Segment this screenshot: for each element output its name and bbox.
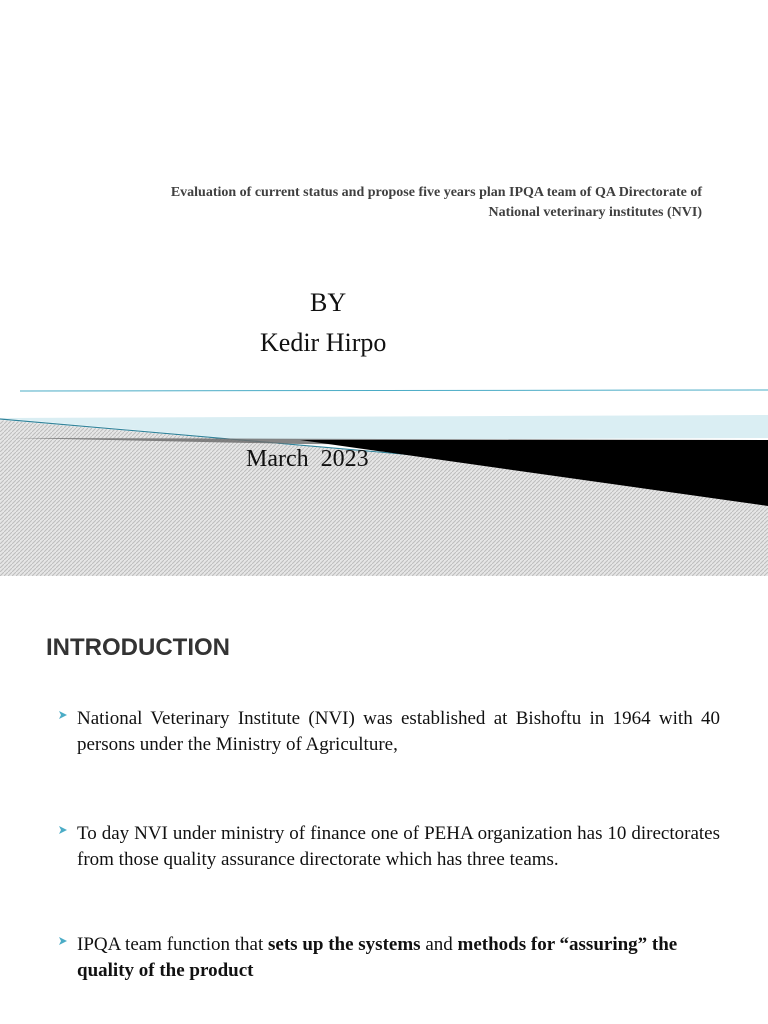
- arrow-bullet-icon: [58, 936, 68, 946]
- bullet-item: [58, 932, 720, 984]
- bullet-item: [58, 821, 720, 873]
- bullet-text: [77, 932, 720, 984]
- bullet-text: National Veterinary Institute (NVI) was established at Bishoftu in 1964 with 40 persons under the Ministry of Agriculture,: [77, 708, 720, 755]
- by-label: BY: [310, 288, 347, 317]
- presentation-title: [62, 183, 702, 223]
- bullet-text-bold: methods for “assuring” the quality of the product: [77, 934, 678, 981]
- introduction-slide: [0, 576, 768, 1024]
- bullet-item: [58, 706, 720, 758]
- bullet-text: To day NVI under ministry of finance one of PEHA organization has 10 directorates from those quality assurance directorate which has three teams.: [77, 823, 720, 870]
- bullet-text-part: IPQA team function that: [77, 934, 269, 955]
- dark-wedge: [0, 380, 768, 576]
- arrow-bullet-icon: [58, 825, 68, 835]
- bullet-text-bold: sets up the systems: [268, 934, 421, 955]
- bullet-text-part: and: [420, 934, 458, 955]
- title-line-1: Evaluation of current status and propose five years plan IPQA team of QA Directorate of: [170, 185, 702, 200]
- arrow-bullet-icon: [58, 710, 68, 720]
- title-line-2: National veterinary institutes (NVI): [488, 205, 702, 220]
- section-heading: INTRODUCTION: [46, 634, 230, 661]
- presentation-date: March 2023: [246, 446, 369, 472]
- author-name: Kedir Hirpo: [260, 328, 387, 357]
